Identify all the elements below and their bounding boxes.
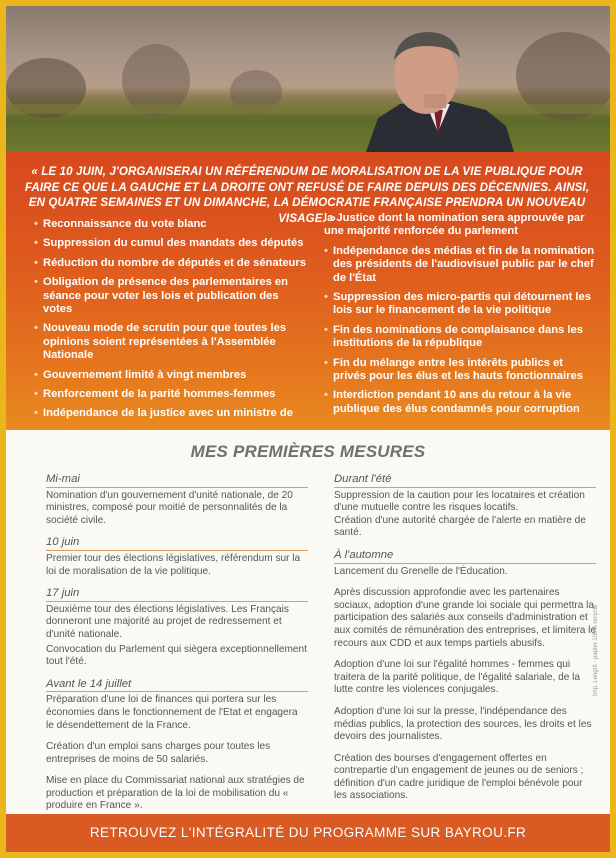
timeline-date: Durant l'été bbox=[334, 473, 596, 488]
list-item: • Nouveau mode de scrutin pour que toutes les opinions soient représentées à l'Assemblée Nationale bbox=[34, 322, 309, 362]
timeline-text: Mise en place du Commissariat national aux stratégies de production et préparation de la loi de mobilisation du « produire en France ». bbox=[46, 775, 305, 812]
list-item: • Interdiction pendant 10 ans du retour à la vie publique des élus condamnés pour corruption bbox=[324, 389, 599, 416]
leaflet-page bbox=[6, 6, 610, 852]
timeline-date: Avant le 14 juillet bbox=[46, 678, 308, 693]
timeline-text: Adoption d'une loi sur la presse, l'indépendance des médias publics, la protection des sources, les droits et les devoirs des journalistes. bbox=[334, 705, 592, 743]
left-bullet-column bbox=[34, 218, 309, 427]
timeline-text: Après discussion approfondie avec les partenaires sociaux, adoption d'une grande loi sociale qui permettra la participation des salariés aux conseils d'administration et aux comités de rémunération des entreprises, et limitera le recours aux CDD et aux temps partiels abusifs. bbox=[334, 587, 596, 649]
timeline-text: Suppression de la caution pour les locataires et création d'une mutuelle contre les risques locatifs. bbox=[334, 489, 585, 514]
timeline-date: 17 juin bbox=[46, 587, 308, 602]
timeline-text: Création d'une autorité chargée de l'alerte en matière de santé. bbox=[334, 514, 586, 539]
list-item: • Suppression du cumul des mandats des députés bbox=[34, 237, 309, 250]
list-item: • Indépendance de la justice avec un ministre de bbox=[34, 407, 309, 420]
timeline-date: À l'automne bbox=[334, 549, 596, 564]
timeline-text: Lancement du Grenelle de l'Éducation. bbox=[334, 565, 508, 577]
left-timeline bbox=[46, 473, 308, 822]
measures-panel bbox=[6, 152, 610, 430]
list-item: • Suppression des micro-partis qui détournent les lois sur le financement de la vie politique bbox=[324, 291, 599, 318]
list-item: • Renforcement de la parité hommes-femmes bbox=[34, 388, 309, 401]
timeline-text: Convocation du Parlement qui siègera exceptionnellement tout l'été. bbox=[46, 643, 307, 668]
candidate-photo bbox=[6, 6, 610, 152]
list-item: • Fin des nominations de complaisance dans les institutions de la république bbox=[324, 324, 599, 351]
right-bullet-column bbox=[324, 212, 599, 422]
photo-illustration bbox=[6, 6, 610, 152]
timeline-text: Premier tour des élections législatives, référendum sur la loi de moralisation de la vie politique. bbox=[46, 552, 301, 577]
campaign-quote: « LE 10 JUIN, J'ORGANISERAI UN RÉFÉRENDUM DE MORALISATION DE LA VIE PUBLIQUE POUR FAIRE CE QUE LA GAUCHE ET LA DROITE ONT REFUSÉ DE FAIRE DEPUIS DES DÉCENNIES. AINSI, EN QUATRE SEMAINES ET UN DIMANCHE, LA DÉMOCRATIE FRANÇAISE PRENDRA UN NOUVEAU VISAGE. » bbox=[24, 165, 590, 225]
list-item: • Indépendance des médias et fin de la nomination des présidents de l'audiovisuel public par le chef de l'État bbox=[324, 245, 599, 285]
printer-credit: Imp. Lengrit - papier 100% recyclé bbox=[593, 604, 599, 696]
timeline-text: Création d'un emploi sans charges pour toutes les entreprises de moins de 50 salariés. bbox=[46, 741, 271, 765]
list-item: • Reconnaissance du vote blanc bbox=[34, 218, 309, 231]
list-item: • Gouvernement limité à vingt membres bbox=[34, 369, 309, 382]
timeline-text: Nomination d'un gouvernement d'unité nationale, de 20 ministres, composé pour moitié de personnalités de la société civile. bbox=[46, 489, 293, 526]
list-item: • Fin du mélange entre les intérêts publics et privés pour les élus et les hauts fonctionnaires bbox=[324, 357, 599, 384]
timeline-date: 10 juin bbox=[46, 536, 308, 551]
list-item: • Obligation de présence des parlementaires en séance pour voter les lois et publication des votes bbox=[34, 276, 309, 316]
timeline-date: Mi-mai bbox=[46, 473, 308, 488]
right-timeline bbox=[334, 473, 596, 812]
timeline-text: Deuxième tour des élections législatives. Les Français donneront une majorité au projet de redressement et d'unité nationale. bbox=[46, 603, 289, 640]
timeline-text: Préparation d'une loi de finances qui portera sur les économies dans le fonctionnement de l'Etat et engagera le désendettement de la France. bbox=[46, 694, 298, 731]
website-banner: RETROUVEZ L'INTÉGRALITÉ DU PROGRAMME SUR BAYROU.FR bbox=[6, 814, 610, 852]
timeline-text: Création des bourses d'engagement offertes en contrepartie d'un engagement de jeunes ou de seniors ; définition d'un cadre juridique de l'emploi bénévole pour les associations. bbox=[334, 752, 584, 802]
section-heading: MES PREMIÈRES MESURES bbox=[190, 442, 426, 461]
list-item-continuation: la Justice dont la nomination sera approuvée par une majorité renforcée du parlement bbox=[324, 212, 585, 238]
list-item: • Réduction du nombre de députés et de sénateurs bbox=[34, 257, 309, 270]
timeline-text: Adoption d'une loi sur l'égalité hommes - femmes qui traitera de la parité politique, de l'égalité salariale, de la lutte contre les violences conjugales. bbox=[334, 659, 581, 696]
